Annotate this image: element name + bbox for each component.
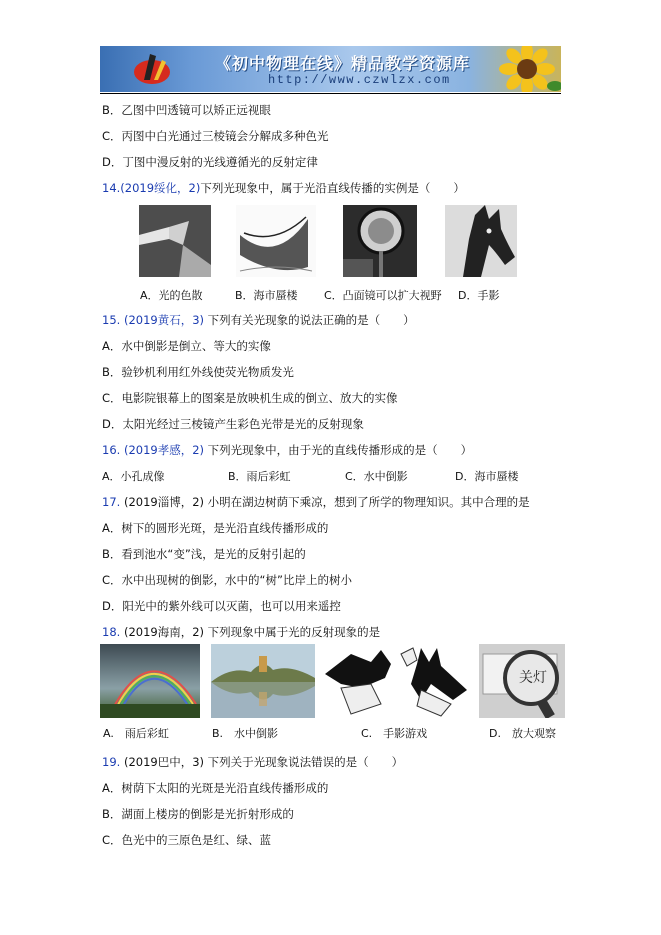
q19-number: 19. [102,755,121,769]
q15-option-b: B．验钞机利用红外线使荧光物质发光 [102,365,294,379]
q14-image-b [236,205,316,277]
q18-number: 18. [102,625,121,639]
q16-source: (2019孝感，2) [123,443,205,457]
q17-source: (2019淄博，2) [123,495,205,509]
banner-url[interactable]: http://www.czwlzx.com [268,73,451,87]
q14-source: (2019绥化，2) [120,181,201,195]
q14-number: 14. [102,181,121,195]
q18-caption-b: B. 水中倒影 [212,727,279,740]
q18-sign-text: 关灯 [519,670,547,686]
q14-image-c [343,205,417,277]
q15-option-c: C．电影院银幕上的图案是放映机生成的倒立、放大的实像 [102,391,398,405]
q16-option-a: A．小孔成像 [102,470,165,483]
q18-stem [102,624,380,640]
q14-caption-d: D．手影 [458,289,500,302]
q17-option-d: D．阳光中的紫外线可以灭菌，也可以用来遥控 [102,599,341,613]
q17-stem [102,494,530,510]
q14-image-d [445,205,517,277]
q16-number: 16. [102,443,121,457]
q19-option-b: B．湖面上楼房的倒影是光折射形成的 [102,807,294,821]
q18-image-d [479,644,565,718]
sunflower-icon [492,46,561,92]
q15-stem [102,312,415,328]
q13-option-c: C．丙图中白光通过三棱镜会分解成多种色光 [102,129,329,143]
q19-option-c: C．色光中的三原色是红、绿、蓝 [102,833,272,847]
q16-stem [102,442,472,458]
q15-option-d: D．太阳光经过三棱镜产生彩色光带是光的反射现象 [102,417,364,431]
q16-option-d: D．海市蜃楼 [455,470,519,483]
q19-source: (2019巴中，3) [123,755,205,769]
q17-option-c: C．水中出现树的倒影，水中的“树”比岸上的树小 [102,573,352,587]
header-banner [100,46,561,92]
q13-option-b: B．乙图中凹透镜可以矫正远视眼 [102,103,271,117]
q19-option-a: A．树荫下太阳的光斑是光沿直线传播形成的 [102,781,329,795]
q18-question: 下列现象中属于光的反射现象的是 [207,625,381,639]
site-logo-icon [130,50,174,88]
q14-image-a [139,205,211,277]
q14-caption-b: B．海市蜃楼 [235,289,298,302]
q18-caption-d: D. 放大观察 [489,727,556,740]
q15-number: 15. [102,313,121,327]
q17-option-b: B．看到池水“变”浅，是光的反射引起的 [102,547,306,561]
banner-title: 《初中物理在线》精品教学资源库 [215,54,471,73]
q14-caption-c: C．凸面镜可以扩大视野 [324,289,442,302]
q13-option-d: D．丁图中漫反射的光线遵循光的反射定律 [102,155,318,169]
q15-option-a: A．水中倒影是倒立、等大的实像 [102,339,271,353]
q17-number: 17. [102,495,121,509]
q18-image-a [100,644,200,718]
q14-caption-a: A．光的色散 [140,289,203,302]
q18-source: (2019海南，2) [123,625,205,639]
q16-option-b: B．雨后彩虹 [228,470,291,483]
q18-caption-c: C. 手影游戏 [361,727,428,740]
q14-stem [102,180,465,196]
q19-question: 下列关于光现象说法错误的是（ ） [207,755,404,769]
q15-question: 下列有关光现象的说法正确的是（ ） [207,313,415,327]
q18-image-b [211,644,315,718]
q17-option-a: A．树下的圆形光斑，是光沿直线传播形成的 [102,521,329,535]
header-rule [100,93,561,94]
q19-stem [102,754,403,770]
q16-question: 下列光现象中，由于光的直线传播形成的是（ ） [207,443,473,457]
q16-option-c: C．水中倒影 [345,470,408,483]
q18-image-c [321,644,471,718]
q18-caption-a: A. 雨后彩虹 [103,727,169,740]
q15-source: (2019黄石，3) [123,313,205,327]
q14-question: 下列光现象中，属于光沿直线传播的实例是（ ） [200,181,465,195]
q17-question: 小明在湖边树荫下乘凉，想到了所学的物理知识。其中合理的是 [207,495,530,509]
